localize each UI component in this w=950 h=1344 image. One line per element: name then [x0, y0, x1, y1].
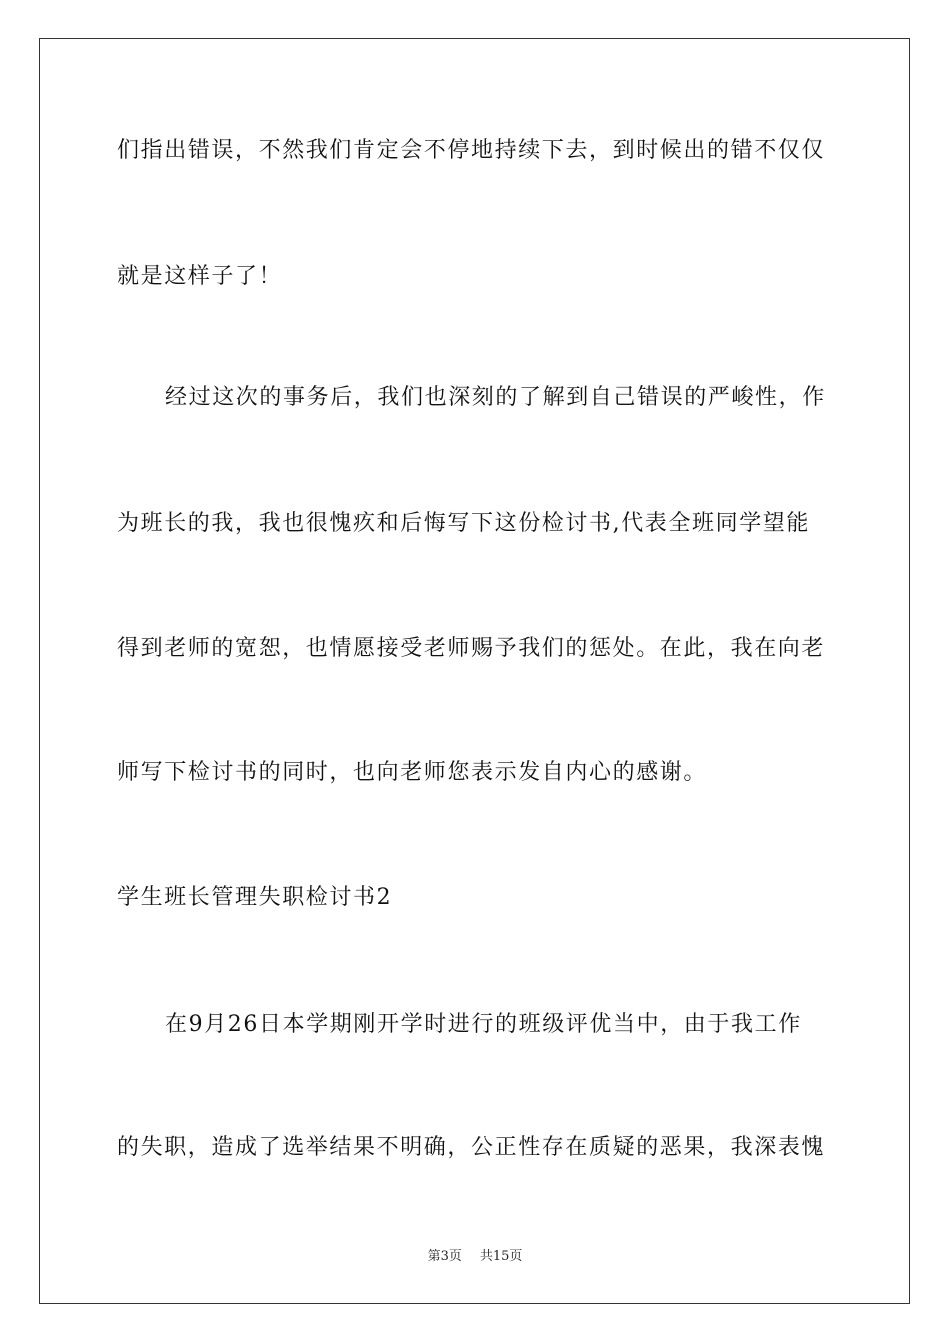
paragraph-line: 师写下检讨书的同时，也向老师您表示发自内心的感谢。 — [117, 760, 708, 785]
page-footer — [0, 1247, 950, 1267]
paragraph-line: 经过这次的事务后，我们也深刻的了解到自己错误的严峻性，作 — [165, 385, 826, 410]
paragraph-line: 为班长的我，我也很愧疚和后悔写下这份检讨书,代表全班同学望能 — [117, 511, 810, 536]
paragraph-line: 就是这样子了！ — [117, 264, 283, 289]
paragraph-line: 们指出错误，不然我们肯定会不停地持续下去，到时候出的错不仅仅 — [117, 138, 826, 163]
section-heading: 学生班长管理失职检讨书2 — [117, 885, 393, 910]
paragraph-line: 得到老师的宽恕，也情愿接受老师赐予我们的惩处。在此，我在向老 — [117, 636, 826, 661]
paragraph-line: 的失职，造成了选举结果不明确，公正性存在质疑的恶果，我深表愧 — [117, 1135, 826, 1160]
page-total: 共15页 — [479, 1249, 523, 1264]
page-frame — [39, 38, 910, 1304]
page-number: 第3页 — [427, 1249, 462, 1264]
paragraph-line: 在9月26日本学期刚开学时进行的班级评优当中，由于我工作 — [165, 1012, 802, 1037]
